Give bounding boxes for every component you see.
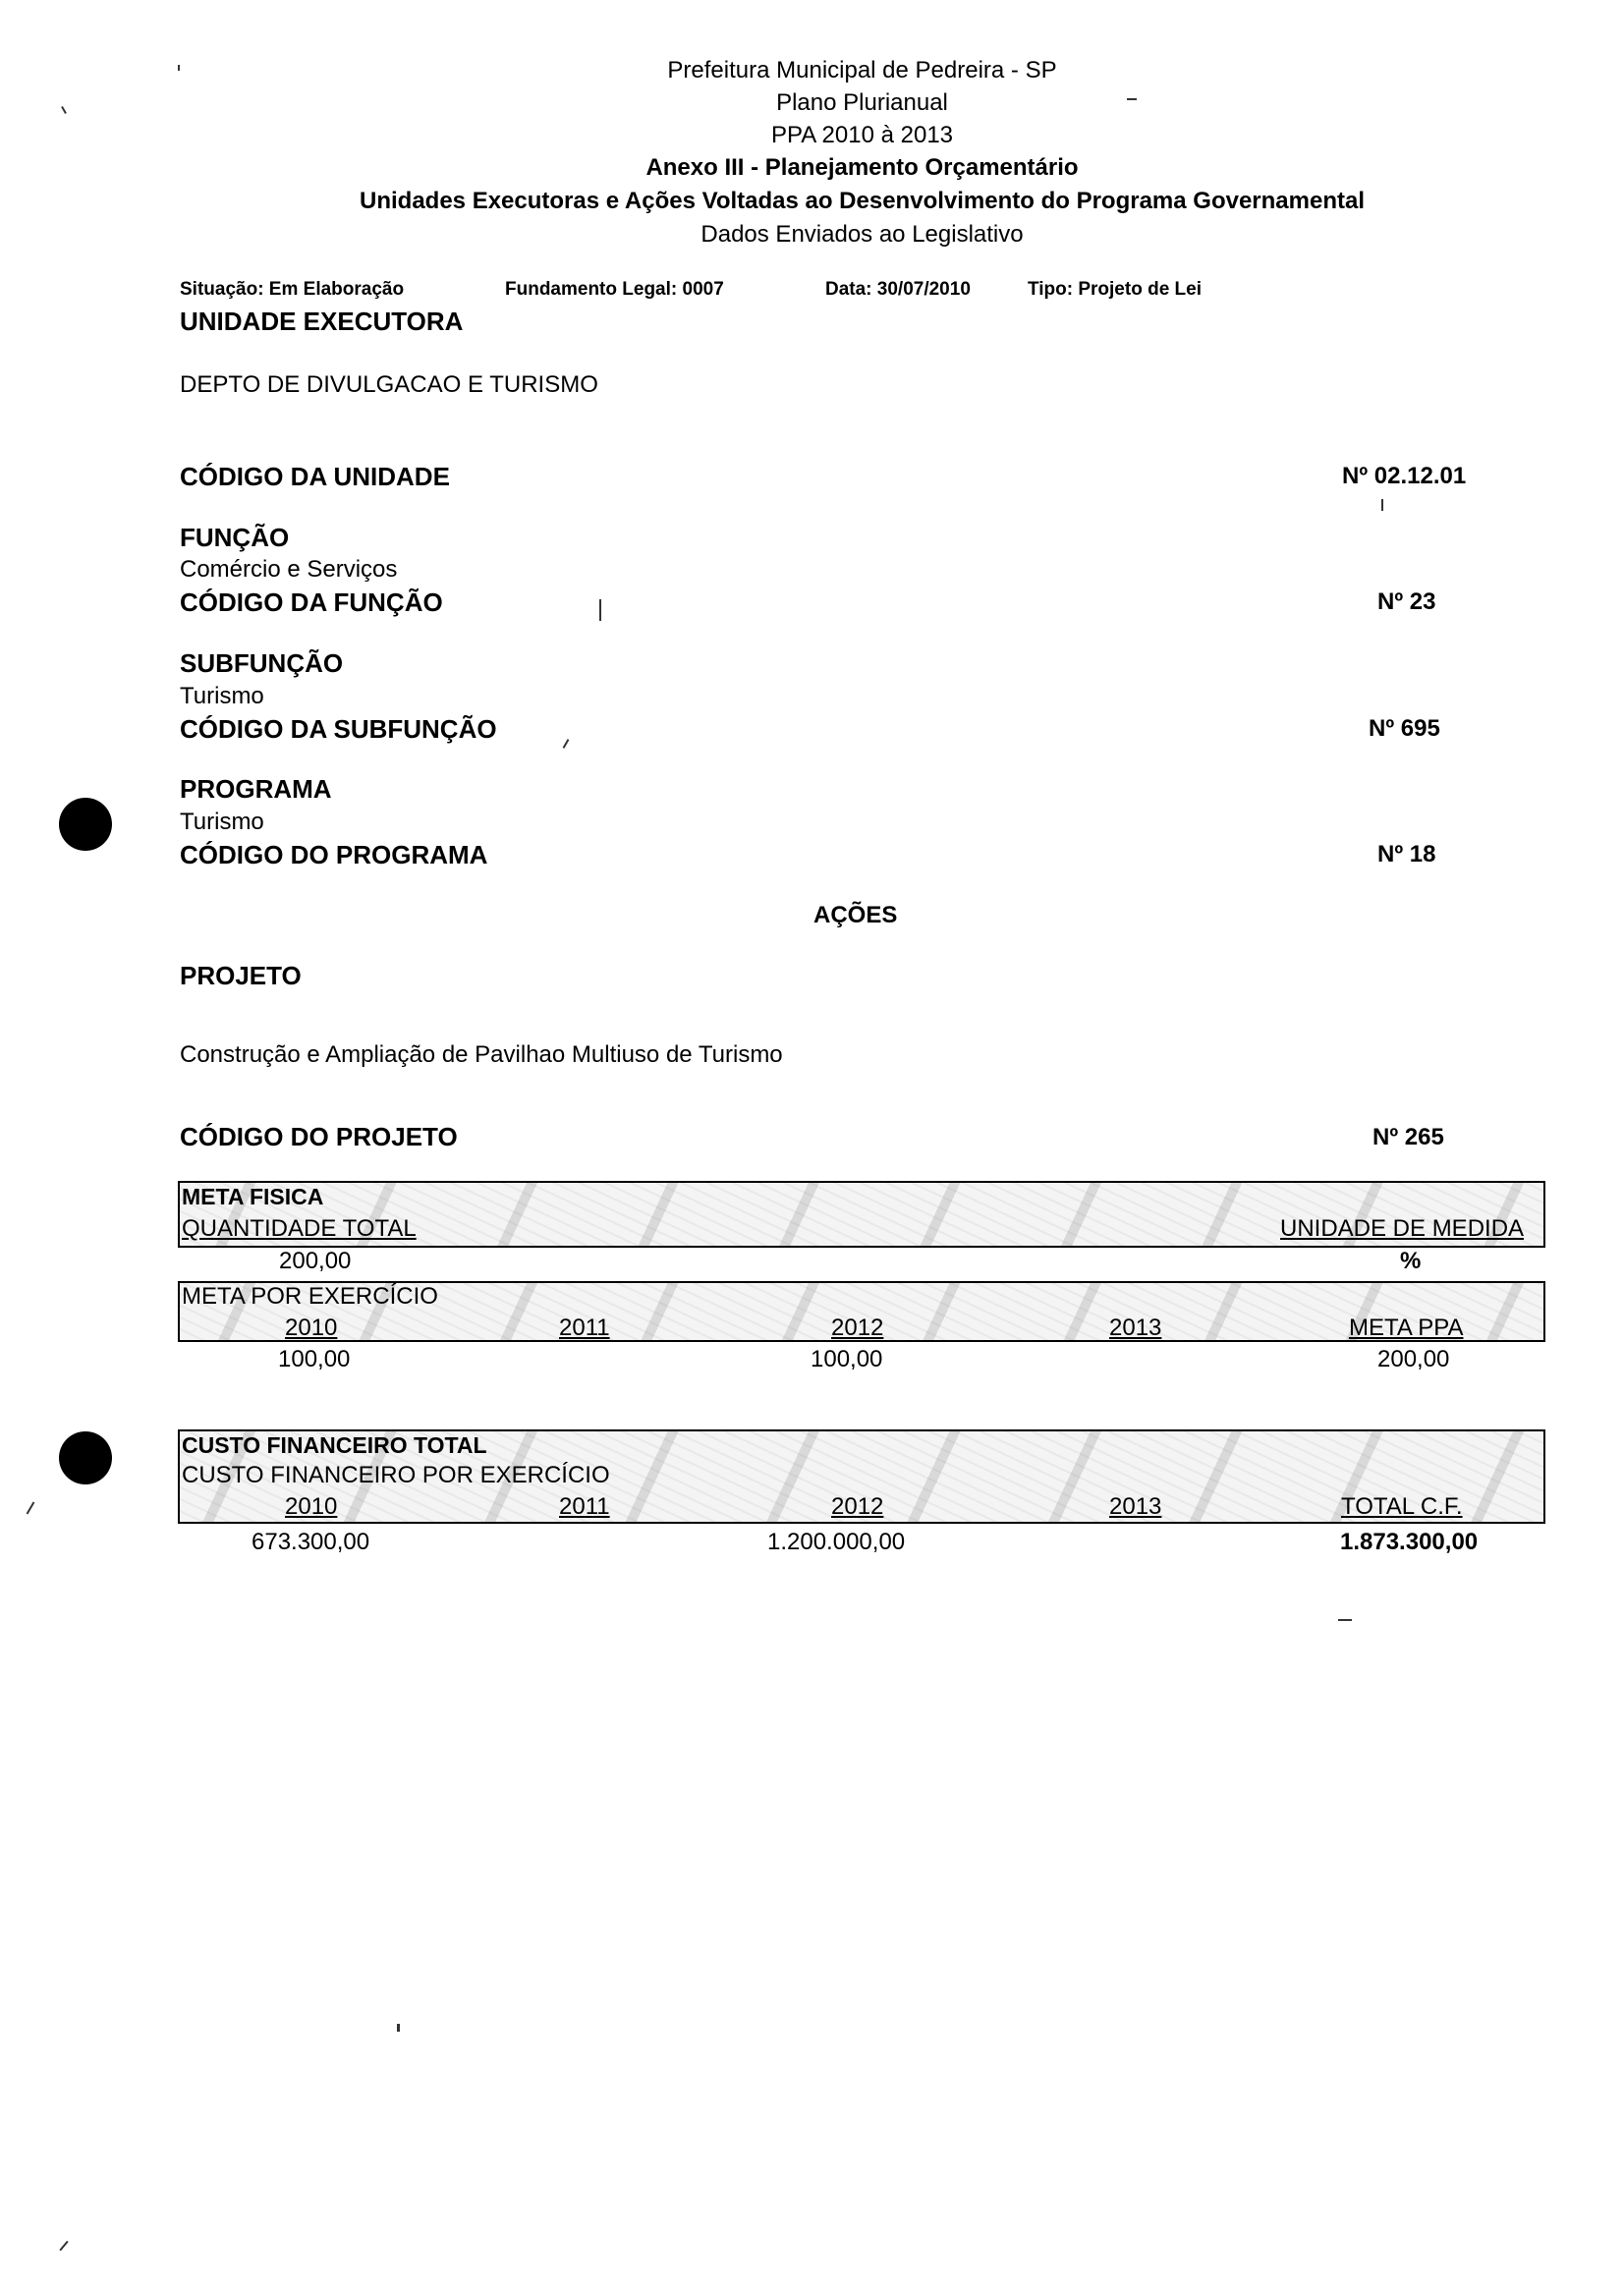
custo-total: 1.873.300,00	[1340, 1529, 1479, 1555]
custo-year-2010: 2010	[285, 1493, 338, 1520]
scan-speck	[178, 65, 180, 71]
meta-exercicio-total: 200,00	[1377, 1346, 1450, 1372]
scan-speck	[563, 739, 570, 749]
unidade-code-label: CÓDIGO DA UNIDADE	[180, 462, 450, 491]
funcao-label: FUNÇÃO	[180, 523, 290, 552]
acoes-tipo: PROJETO	[180, 961, 302, 990]
punch-hole-top	[59, 798, 112, 851]
custo-value-2010: 673.300,00	[252, 1529, 370, 1555]
subfuncao-name: Turismo	[180, 683, 264, 709]
meta-exercicio-year-2013: 2013	[1109, 1314, 1162, 1341]
meta-exercicio-value-2010: 100,00	[278, 1346, 351, 1372]
meta-exercicio-year-2012: 2012	[831, 1314, 884, 1341]
scan-speck	[1127, 98, 1137, 100]
acoes-code: Nº 265	[1372, 1124, 1444, 1150]
header-plan: Plano Plurianual	[776, 89, 948, 116]
header-municipality: Prefeitura Municipal de Pedreira - SP	[667, 57, 1057, 84]
meta-fisica-unit: %	[1400, 1248, 1422, 1274]
meta-fisica-qty: 200,00	[279, 1248, 352, 1274]
programa-name: Turismo	[180, 809, 264, 835]
unidade-name: DEPTO DE DIVULGACAO E TURISMO	[180, 371, 598, 398]
custo-year-2012: 2012	[831, 1493, 884, 1520]
meta-exercicio-year-2010: 2010	[285, 1314, 338, 1341]
meta-fisica-qty-label: QUANTIDADE TOTAL	[182, 1215, 417, 1242]
scan-speck	[397, 2024, 400, 2032]
funcao-code-label: CÓDIGO DA FUNÇÃO	[180, 587, 443, 617]
acoes-code-label: CÓDIGO DO PROJETO	[180, 1122, 458, 1151]
status-data: Data: 30/07/2010	[825, 279, 971, 300]
programa-code: Nº 18	[1377, 841, 1436, 867]
programa-label: PROGRAMA	[180, 774, 332, 804]
status-tipo: Tipo: Projeto de Lei	[1028, 279, 1202, 300]
acoes-description: Construção e Ampliação de Pavilhao Multiuso de Turismo	[180, 1041, 783, 1068]
meta-exercicio-title: META POR EXERCÍCIO	[182, 1283, 438, 1310]
meta-exercicio-value-2012: 100,00	[811, 1346, 883, 1372]
custo-total-label: TOTAL C.F.	[1341, 1493, 1463, 1520]
unidade-code: Nº 02.12.01	[1342, 463, 1467, 489]
funcao-name: Comércio e Serviços	[180, 556, 398, 583]
unidade-label: UNIDADE EXECUTORA	[180, 307, 464, 336]
meta-fisica-unit-label: UNIDADE DE MEDIDA	[1280, 1215, 1525, 1242]
meta-exercicio-year-2011: 2011	[559, 1314, 610, 1341]
header-sent: Dados Enviados ao Legislativo	[700, 221, 1024, 248]
scan-speck	[59, 2241, 68, 2251]
funcao-code: Nº 23	[1377, 588, 1436, 615]
acoes-heading: AÇÕES	[813, 902, 898, 928]
custo-subtitle: CUSTO FINANCEIRO POR EXERCÍCIO	[182, 1462, 610, 1488]
meta-fisica-bar	[178, 1181, 1545, 1248]
scan-speck	[1381, 499, 1383, 511]
custo-value-2012: 1.200.000,00	[767, 1529, 906, 1555]
meta-exercicio-bar	[178, 1281, 1545, 1342]
custo-bar	[178, 1429, 1545, 1524]
status-situacao: Situação: Em Elaboração	[180, 279, 405, 300]
subfuncao-code: Nº 695	[1369, 715, 1440, 742]
subfuncao-code-label: CÓDIGO DA SUBFUNÇÃO	[180, 714, 497, 744]
subfuncao-label: SUBFUNÇÃO	[180, 648, 344, 678]
header-period: PPA 2010 à 2013	[770, 122, 954, 148]
status-fundamento: Fundamento Legal: 0007	[505, 279, 724, 300]
scan-speck	[599, 599, 601, 621]
header-annex: Anexo III - Planejamento Orçamentário	[645, 154, 1079, 181]
custo-title: CUSTO FINANCEIRO TOTAL	[182, 1432, 487, 1458]
custo-year-2011: 2011	[559, 1493, 610, 1520]
punch-hole-bottom	[59, 1431, 112, 1484]
scan-speck	[1338, 1619, 1352, 1621]
meta-exercicio-total-label: META PPA	[1349, 1314, 1464, 1341]
meta-fisica-title: META FISICA	[182, 1184, 324, 1209]
scan-speck	[27, 1501, 35, 1514]
programa-code-label: CÓDIGO DO PROGRAMA	[180, 840, 488, 869]
custo-year-2013: 2013	[1109, 1493, 1162, 1520]
header-subject: Unidades Executoras e Ações Voltadas ao Desenvolvimento do Programa Governamental	[360, 188, 1365, 214]
